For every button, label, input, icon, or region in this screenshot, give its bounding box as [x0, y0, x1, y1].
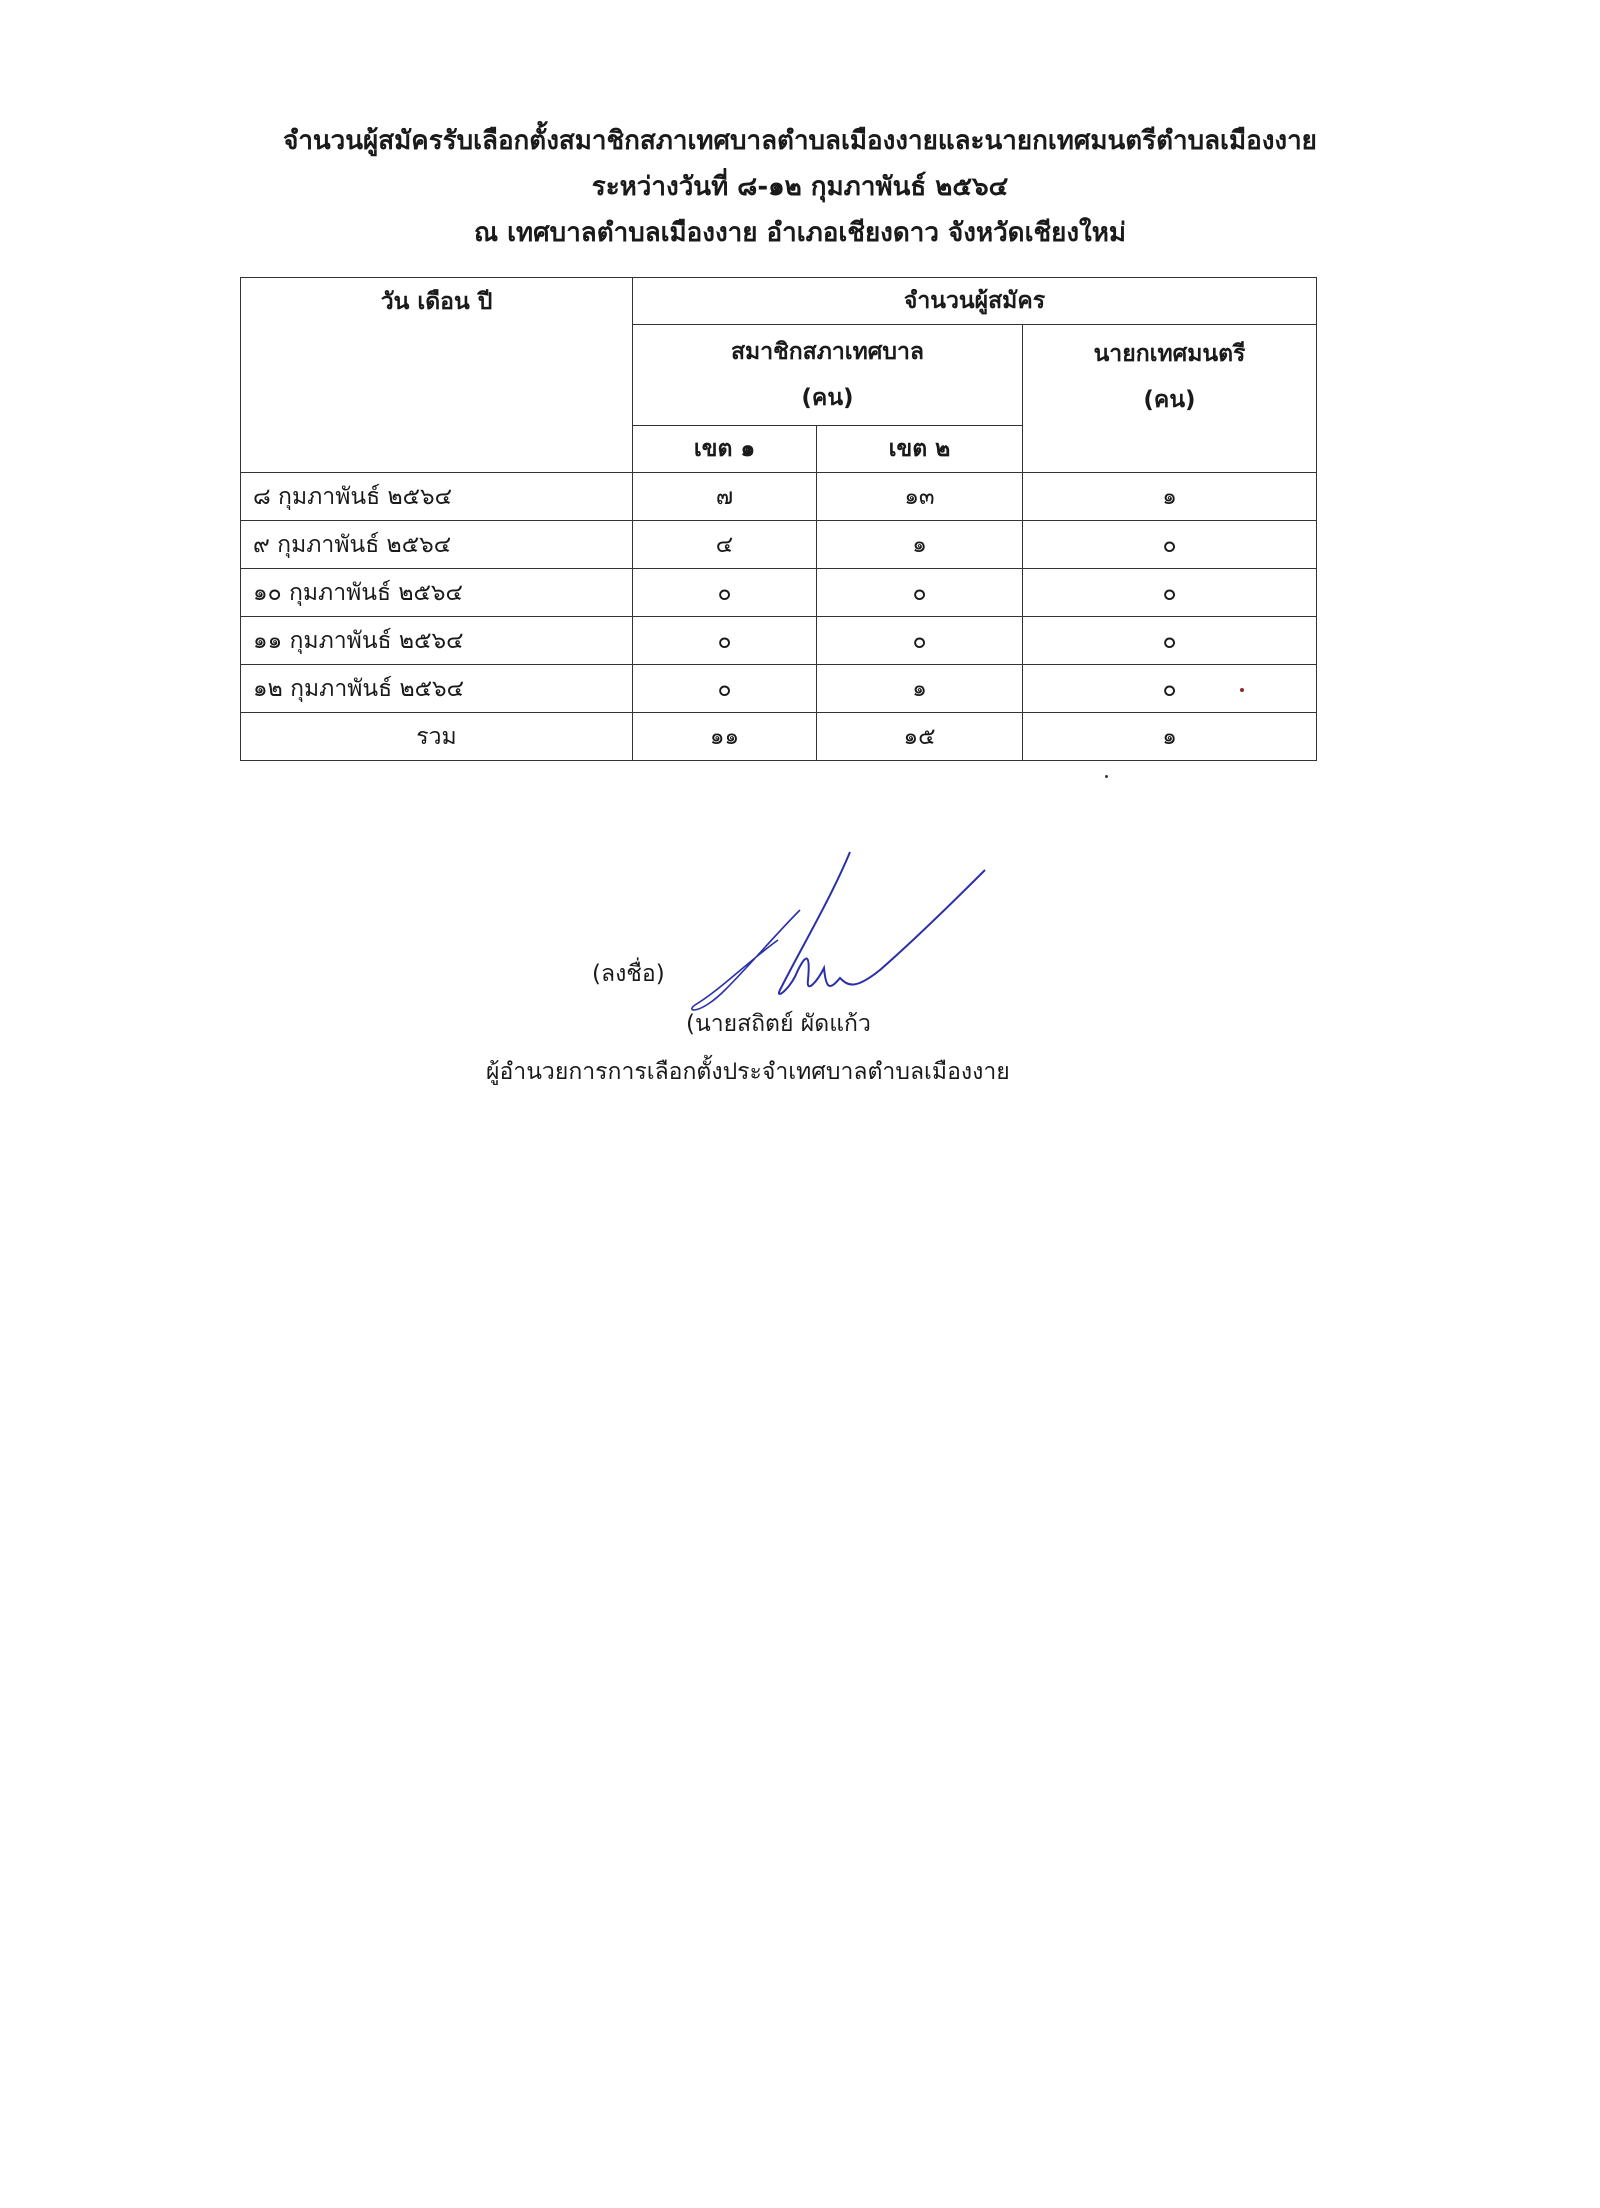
row-date: ๘ กุมภาพันธ์ ๒๕๖๔ [241, 473, 633, 521]
header-council-member-label: สมาชิกสภาเทศบาล [731, 339, 924, 365]
row-date: ๑๐ กุมภาพันธ์ ๒๕๖๔ [241, 569, 633, 617]
row-zone-1: ๐ [633, 569, 817, 617]
signature-label: (ลงชื่อ) [592, 961, 665, 987]
row-zone-1: ๔ [633, 521, 817, 569]
signature-stroke [779, 852, 985, 994]
header-date: วัน เดือน ปี [241, 278, 633, 473]
row-zone-2: ๐ [817, 569, 1023, 617]
row-zone-2: ๑ [817, 521, 1023, 569]
row-zone-2: ๑๓ [817, 473, 1023, 521]
table-row [241, 617, 1317, 665]
row-date: ๑๑ กุมภาพันธ์ ๒๕๖๔ [241, 617, 633, 665]
row-date: ๙ กุมภาพันธ์ ๒๕๖๔ [241, 521, 633, 569]
row-mayor: ๐ [1023, 521, 1317, 569]
header-council-unit: (คน) [801, 385, 854, 411]
title-line-2: ระหว่างวันที่ ๘-๑๒ กุมภาพันธ์ ๒๕๖๔ [591, 172, 1009, 202]
header-mayor-label: นายกเทศมนตรี [1093, 341, 1246, 367]
total-zone-2: ๑๕ [817, 713, 1023, 761]
header-total-candidates: จำนวนผู้สมัคร [633, 278, 1317, 325]
row-zone-1: ๐ [633, 665, 817, 713]
header-mayor-unit: (คน) [1143, 387, 1196, 413]
row-mayor: ๑ [1023, 473, 1317, 521]
header-mayor [1023, 325, 1317, 473]
document-title [0, 118, 1600, 256]
header-zone-1: เขต ๑ [633, 426, 817, 473]
total-mayor: ๑ [1023, 713, 1317, 761]
signatory-position: ผู้อำนวยการการเลือกตั้งประจำเทศบาลตำบลเมืองงาย [486, 1059, 1010, 1085]
row-date: ๑๒ กุมภาพันธ์ ๒๕๖๔ [241, 665, 633, 713]
row-mayor: ๐ [1023, 665, 1317, 713]
row-zone-2: ๑ [817, 665, 1023, 713]
title-line-3: ณ เทศบาลตำบลเมืองงาย อำเภอเชียงดาว จังหวัดเชียงใหม่ [473, 218, 1127, 248]
signatory-name: (นายสถิตย์ ผัดแก้ว [686, 1011, 871, 1037]
total-zone-1: ๑๑ [633, 713, 817, 761]
table-row [241, 569, 1317, 617]
header-zone-2: เขต ๒ [817, 426, 1023, 473]
table-row [241, 665, 1317, 713]
handwritten-signature [680, 840, 1000, 1020]
total-label: รวม [241, 713, 633, 761]
total-row [241, 713, 1317, 761]
table-row [241, 521, 1317, 569]
signature-loop-stroke [692, 910, 800, 1010]
row-zone-2: ๐ [817, 617, 1023, 665]
scan-speck [1240, 688, 1244, 692]
scan-speck [1105, 775, 1108, 778]
row-zone-1: ๗ [633, 473, 817, 521]
header-council-member [633, 325, 1023, 426]
candidates-table [240, 277, 1317, 761]
row-zone-1: ๐ [633, 617, 817, 665]
row-mayor: ๐ [1023, 569, 1317, 617]
table-row [241, 473, 1317, 521]
title-line-1: จำนวนผู้สมัครรับเลือกตั้งสมาชิกสภาเทศบาลตำบลเมืองงายและนายกเทศมนตรีตำบลเมืองงาย [283, 126, 1317, 156]
row-mayor: ๐ [1023, 617, 1317, 665]
